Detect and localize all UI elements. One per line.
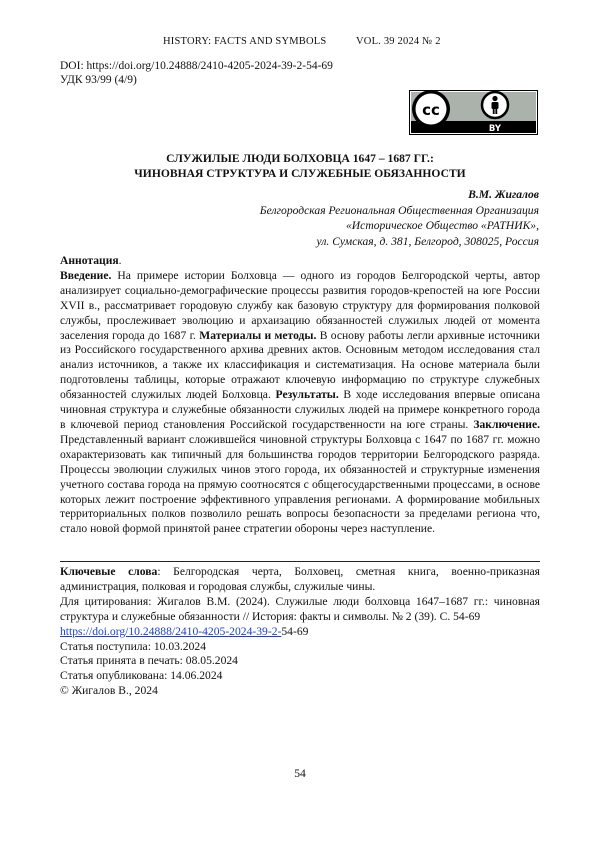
intro-head: Введение. bbox=[60, 268, 112, 282]
article-metadata bbox=[60, 565, 540, 699]
license-badge-label: BY bbox=[488, 124, 502, 134]
citation-link-tail: 54-69 bbox=[281, 624, 309, 638]
affiliation-line: ул. Сумская, д. 381, Белгород, 308025, Россия bbox=[316, 234, 539, 248]
methods-head: Материалы и методы. bbox=[199, 328, 317, 342]
svg-text:cc: cc bbox=[422, 101, 440, 119]
results-text: В ходе исследования впервые описана чиновная структура и служебные обязанности служилых людей на примере конкретного города в ключевой период становления Российской государственности на юге страны. bbox=[60, 388, 540, 431]
title-line: СЛУЖИЛЫЕ ЛЮДИ БОЛХОВЦА 1647 – 1687 ГГ.: bbox=[166, 152, 434, 165]
divider bbox=[60, 561, 540, 562]
title-line: ЧИНОВНАЯ СТРУКТУРА И СЛУЖЕБНЫЕ ОБЯЗАННОСТИ bbox=[134, 167, 466, 180]
affiliation-line: «Историческое Общество «РАТНИК», bbox=[346, 219, 539, 232]
keywords-label: Ключевые слова bbox=[60, 565, 158, 578]
journal-name: HISTORY: FACTS AND SYMBOLS bbox=[163, 36, 327, 47]
page-number: 54 bbox=[294, 767, 306, 780]
article-title bbox=[60, 151, 540, 181]
doi-line: DOI: https://doi.org/10.24888/2410-4205-2024-39-2-54-69 bbox=[60, 60, 333, 72]
abstract bbox=[60, 254, 540, 537]
keywords-text: : Белгородская черта, Болховец, сметная книга, военно-приказная администрация, полковая и городовая службы, служилые чины. bbox=[60, 565, 541, 593]
volume-issue: VOL. 39 2024 № 2 bbox=[356, 36, 441, 47]
keywords bbox=[60, 565, 540, 595]
conclusion-head: Заключение. bbox=[473, 417, 540, 431]
affiliation-line: Белгородская Региональная Общественная Организация bbox=[259, 203, 539, 217]
results-head: Результаты. bbox=[275, 388, 339, 402]
udk-line: УДК 93/99 (4/9) bbox=[60, 74, 137, 86]
citation bbox=[60, 595, 540, 640]
intro-text: На примере истории Болховца — одного из городов Белгородской черты, автор анализирует социально-демографические процессы развития городов-крепостей на юге России XVII в., рассматривает городовую службу как базовую структуру для формирования полковой службы, прослеживает эволюцию и архаизацию обязанностей служилых людей от момента заселения города до 1687 г. bbox=[60, 268, 540, 342]
abstract-heading: Аннотация. bbox=[60, 254, 122, 267]
author-block bbox=[260, 187, 539, 249]
abstract-body bbox=[60, 269, 540, 537]
cc-by-license-logo[interactable] bbox=[409, 90, 538, 135]
citation-text: Для цитирования: Жигалов В.М. (2024). Служилые люди болховца 1647–1687 гг.: чиновная структура и служебные обязанности // История: факты и символы. № 2 (39). С. 54-69 bbox=[60, 594, 540, 623]
methods-text: В основу работы легли архивные источники из Российского государственного архива древних актов. Основным методом исследования стал анализ источников, а также их классификация и систематизация. На основе материала были подготовлены таблицы, которые отражают ключевую информацию по структуре служебных обязанностей служилых людей Болховца. bbox=[60, 328, 540, 402]
conclusion-text: Представленный вариант сложившейся чиновной структуры Болховца с 1647 по 1687 гг. можно охарактеризовать как типичный для большинства городов территории Белгородского разряда. Процессы эволюции служилых чинов этого города, их обязанностей и структурные изменения учетного состава города на прямую соотносятся с общегосударственными процессами, в основе которых лежит построение эффективного управления регионами. А формирование мобильных территориальных полков позволило решать вопросы безопасности за пределами региона что, стало новой формой принятой ранее стратегии обороны через наступление. bbox=[60, 432, 540, 536]
person-icon bbox=[482, 92, 508, 118]
author-name: В.М. Жигалов bbox=[468, 188, 539, 201]
cc-icon bbox=[412, 90, 450, 128]
date-received: Статья поступила: 10.03.2024 bbox=[60, 639, 206, 653]
citation-doi-link[interactable]: https://doi.org/10.24888/2410-4205-2024-39-2- bbox=[60, 624, 282, 638]
copyright: © Жигалов В., 2024 bbox=[60, 684, 158, 698]
date-published: Статья опубликована: 14.06.2024 bbox=[60, 669, 223, 683]
date-accepted: Статья принята в печать: 08.05.2024 bbox=[60, 654, 238, 668]
identifiers bbox=[60, 59, 333, 87]
